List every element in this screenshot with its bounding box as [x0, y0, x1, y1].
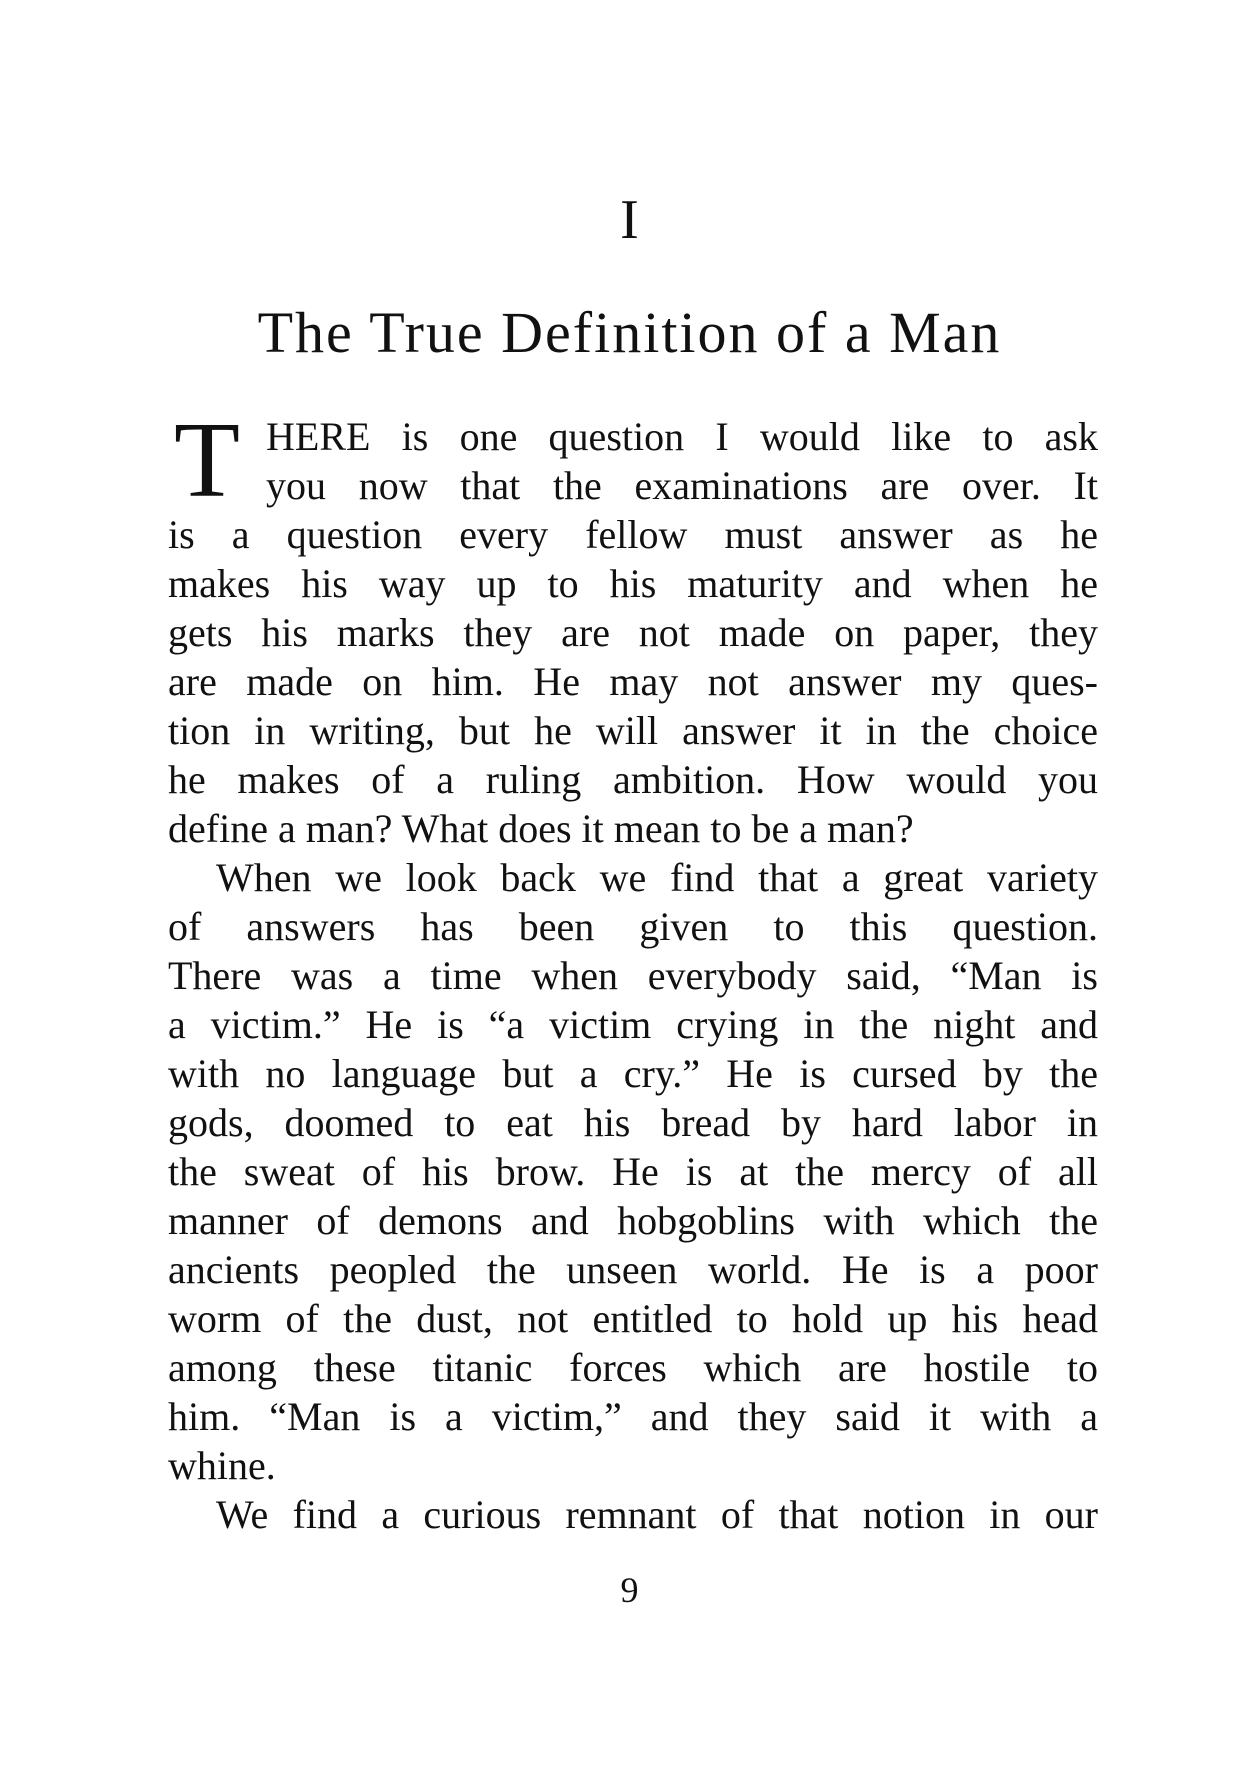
text-line: gets his marks they are not made on paper, they — [168, 610, 1098, 655]
text-line: he makes of a ruling ambition. How would you — [168, 757, 1098, 802]
drop-cap: T — [174, 401, 240, 520]
text-line: worm of the dust, not entitled to hold up his head — [168, 1296, 1098, 1341]
text-line: ancients peopled the unseen world. He is a poor — [168, 1247, 1098, 1292]
text-line: you now that the examinations are over. It — [266, 463, 1098, 508]
text-line: manner of demons and hobgoblins with which the — [168, 1198, 1098, 1243]
text-line: a victim.” He is “a victim crying in the night and — [168, 1002, 1098, 1047]
text-line: gods, doomed to eat his bread by hard labor in — [168, 1100, 1098, 1145]
text-line: whine. — [168, 1443, 276, 1488]
first-paragraph-opening — [168, 401, 1098, 520]
text-line: There was a time when everybody said, “Man is — [168, 953, 1098, 998]
page-number: 9 — [620, 1570, 639, 1610]
text-line: tion in writing, but he will answer it in the choice — [168, 708, 1098, 753]
text-line: are made on him. He may not answer my ques- — [168, 659, 1098, 704]
body-text — [168, 401, 1098, 1539]
text-line: him. “Man is a victim,” and they said it with a — [168, 1394, 1098, 1439]
text-line: HERE is one question I would like to ask — [266, 414, 1098, 459]
text-line: the sweat of his brow. He is at the mercy of all — [168, 1149, 1098, 1194]
text-line: When we look back we find that a great variety — [216, 855, 1098, 900]
text-line: define a man? What does it mean to be a man? — [168, 806, 914, 851]
chapter-number: I — [620, 189, 639, 251]
chapter-title: The True Definition of a Man — [257, 300, 1002, 365]
text-line: among these titanic forces which are hostile to — [168, 1345, 1098, 1390]
text-line: makes his way up to his maturity and when he — [168, 561, 1098, 606]
text-line: We find a curious remnant of that notion in our — [216, 1492, 1098, 1537]
text-line: is a question every fellow must answer as he — [168, 512, 1098, 557]
text-line: of answers has been given to this question. — [168, 904, 1098, 949]
text-line: with no language but a cry.” He is cursed by the — [168, 1051, 1098, 1096]
